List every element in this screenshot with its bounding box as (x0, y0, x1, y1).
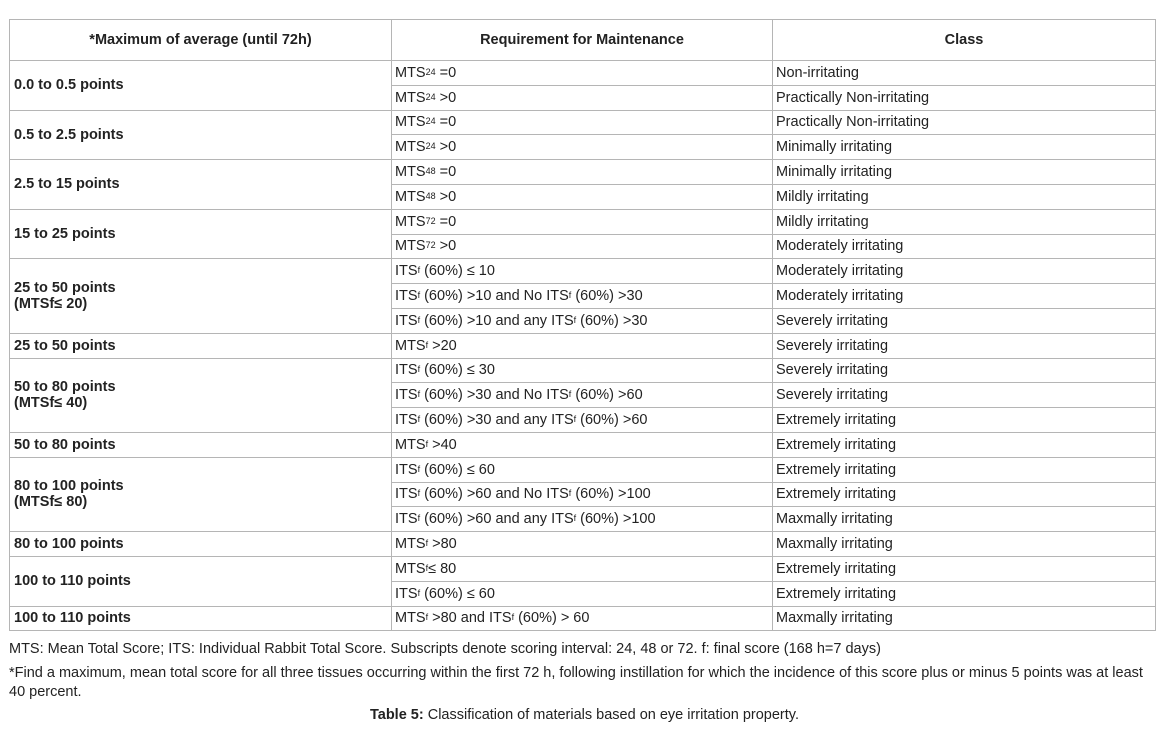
class-cell: Severely irritating (773, 333, 1156, 358)
range-cell (10, 532, 392, 557)
requirement-text: ITS (395, 312, 418, 329)
requirement-text: =0 (435, 114, 457, 131)
requirement-text: =0 (435, 213, 457, 230)
requirement-text: MTS (395, 610, 426, 627)
range-cell (10, 61, 392, 111)
table-row (10, 209, 1156, 234)
range-cell (10, 110, 392, 160)
requirement-text: MTS (395, 337, 426, 354)
class-cell: Non-irritating (773, 61, 1156, 86)
requirement-cell (392, 333, 773, 358)
abbreviations-note: MTS: Mean Total Score; ITS: Individual Rabbit Total Score. Subscripts denote scoring interval: 24, 48 or 72. f: final score (168 h=7 days) (9, 641, 881, 657)
class-cell: Extremely irritating (773, 457, 1156, 482)
requirement-text: ITS (395, 486, 418, 503)
range-label: 15 to 25 points (14, 226, 116, 243)
requirement-text: >0 (435, 89, 457, 106)
table-row (10, 259, 1156, 284)
requirement-text: MTS (395, 164, 426, 181)
class-cell: Extremely irritating (773, 482, 1156, 507)
requirement-superscript: f (568, 290, 572, 301)
requirement-superscript: 48 (425, 190, 436, 201)
requirement-text: >0 (435, 188, 457, 205)
requirement-text: ITS (395, 387, 418, 404)
requirement-text: (60%) >30 (576, 312, 648, 329)
requirement-cell (392, 581, 773, 606)
class-cell: Extremely irritating (773, 581, 1156, 606)
range-label: 25 to 50 points (14, 337, 116, 354)
requirement-text: =0 (435, 164, 457, 181)
requirement-superscript: f (417, 265, 421, 276)
range-label: 100 to 110 points (14, 573, 131, 590)
requirement-text: (60%) >10 and No ITS (420, 288, 569, 305)
requirement-cell (392, 110, 773, 135)
table-notes (9, 640, 1159, 707)
range-cell (10, 358, 392, 432)
requirement-superscript: f (417, 314, 421, 325)
requirement-text: (60%) >30 and any ITS (420, 412, 574, 429)
requirement-text: (60%) >60 and No ITS (420, 486, 569, 503)
requirement-text: ITS (395, 288, 418, 305)
range-label: 50 to 80 points (14, 436, 116, 453)
table-body (10, 61, 1156, 631)
requirement-superscript: f (417, 290, 421, 301)
class-cell: Moderately irritating (773, 234, 1156, 259)
range-label: 0.5 to 2.5 points (14, 126, 124, 143)
requirement-text: =0 (435, 64, 457, 81)
range-condition: (MTSf≤ 80) (14, 494, 88, 511)
range-cell (10, 432, 392, 457)
caption-text: Classification of materials based on eye irritation property. (423, 707, 799, 723)
requirement-cell (392, 308, 773, 333)
requirement-text: (60%) >60 (571, 387, 643, 404)
requirement-superscript: 24 (425, 66, 436, 77)
class-cell: Practically Non-irritating (773, 85, 1156, 110)
requirement-superscript: f (417, 364, 421, 375)
header-max-average: *Maximum of average (until 72h) (10, 20, 392, 61)
range-label: 25 to 50 points (14, 280, 116, 297)
requirement-cell (392, 482, 773, 507)
requirement-text: MTS (395, 238, 426, 255)
requirement-cell (392, 184, 773, 209)
requirement-text: MTS (395, 188, 426, 205)
class-cell: Severely irritating (773, 308, 1156, 333)
range-label: 50 to 80 points (14, 379, 116, 396)
requirement-text: (60%) >60 (576, 412, 648, 429)
class-cell: Minimally irritating (773, 160, 1156, 185)
class-cell: Moderately irritating (773, 284, 1156, 309)
requirement-text: >20 (428, 337, 457, 354)
requirement-cell (392, 457, 773, 482)
requirement-text: ITS (395, 461, 418, 478)
requirement-text: >80 and ITS (428, 610, 512, 627)
requirement-text: (60%) ≤ 60 (420, 585, 495, 602)
table-row (10, 457, 1156, 482)
range-condition: (MTSf≤ 40) (14, 395, 88, 412)
requirement-superscript: f (425, 339, 429, 350)
requirement-cell (392, 209, 773, 234)
range-cell (10, 333, 392, 358)
requirement-text: >0 (435, 238, 457, 255)
requirement-text: MTS (395, 64, 426, 81)
requirement-superscript: f (417, 587, 421, 598)
requirement-cell (392, 532, 773, 557)
requirement-text: (60%) >60 and any ITS (420, 511, 574, 528)
requirement-superscript: 24 (425, 141, 436, 152)
requirement-cell (392, 160, 773, 185)
requirement-text: MTS (395, 89, 426, 106)
requirement-text: MTS (395, 436, 426, 453)
requirement-superscript: f (417, 488, 421, 499)
requirement-text: (60%) >30 (571, 288, 643, 305)
requirement-superscript: 48 (425, 166, 436, 177)
table-row (10, 358, 1156, 383)
requirement-cell (392, 259, 773, 284)
table-row (10, 532, 1156, 557)
requirement-superscript: f (425, 538, 429, 549)
requirement-superscript: 24 (425, 91, 436, 102)
range-cell (10, 209, 392, 259)
requirement-text: >0 (435, 139, 457, 156)
class-cell: Mildly irritating (773, 184, 1156, 209)
range-label: 0.0 to 0.5 points (14, 77, 124, 94)
table-row (10, 556, 1156, 581)
requirement-text: >80 (428, 536, 457, 553)
requirement-text: ITS (395, 511, 418, 528)
requirement-cell (392, 432, 773, 457)
range-cell (10, 259, 392, 333)
requirement-superscript: f (573, 314, 577, 325)
header-requirement: Requirement for Maintenance (392, 20, 773, 61)
requirement-text: ≤ 80 (428, 560, 457, 577)
requirement-text: MTS (395, 139, 426, 156)
requirement-text: (60%) ≤ 30 (420, 362, 495, 379)
table-row (10, 333, 1156, 358)
range-cell (10, 457, 392, 531)
table-row (10, 61, 1156, 86)
class-cell: Extremely irritating (773, 556, 1156, 581)
requirement-superscript: f (417, 389, 421, 400)
requirement-superscript: 72 (425, 215, 436, 226)
requirement-text: (60%) >100 (571, 486, 651, 503)
requirement-text: (60%) >10 and any ITS (420, 312, 574, 329)
requirement-text: ITS (395, 412, 418, 429)
range-label: 80 to 100 points (14, 478, 124, 495)
class-cell: Maxmally irritating (773, 532, 1156, 557)
requirement-text: ITS (395, 585, 418, 602)
requirement-superscript: 24 (425, 116, 436, 127)
class-cell: Extremely irritating (773, 408, 1156, 433)
requirement-text: ITS (395, 263, 418, 280)
table-row (10, 432, 1156, 457)
requirement-text: MTS (395, 213, 426, 230)
range-cell (10, 606, 392, 631)
range-label: 100 to 110 points (14, 610, 131, 627)
table-row (10, 160, 1156, 185)
requirement-cell (392, 507, 773, 532)
requirement-text: ITS (395, 362, 418, 379)
requirement-text: (60%) > 60 (514, 610, 590, 627)
class-cell: Mildly irritating (773, 209, 1156, 234)
requirement-superscript: f (425, 612, 429, 623)
header-class: Class (773, 20, 1156, 61)
footnote: *Find a maximum, mean total score for all three tissues occurring within the first 72 h, following instillation for which the incidence of this score plus or minus 5 points was at least 40 percent. (9, 665, 1143, 700)
requirement-text: MTS (395, 114, 426, 131)
table-row (10, 110, 1156, 135)
requirement-superscript: f (417, 463, 421, 474)
requirement-cell (392, 358, 773, 383)
requirement-text: (60%) >30 and No ITS (420, 387, 569, 404)
requirement-text: MTS (395, 536, 426, 553)
requirement-superscript: f (417, 414, 421, 425)
requirement-superscript: f (425, 438, 429, 449)
requirement-text: >40 (428, 436, 457, 453)
requirement-cell (392, 85, 773, 110)
requirement-cell (392, 135, 773, 160)
requirement-text: (60%) ≤ 60 (420, 461, 495, 478)
class-cell: Maxmally irritating (773, 507, 1156, 532)
requirement-cell (392, 556, 773, 581)
range-cell (10, 160, 392, 210)
table-row (10, 606, 1156, 631)
requirement-superscript: f (573, 513, 577, 524)
requirement-superscript: f (573, 414, 577, 425)
irritation-classification-table (9, 19, 1156, 631)
table-caption (0, 707, 1169, 723)
requirement-cell (392, 606, 773, 631)
requirement-superscript: 72 (425, 240, 436, 251)
range-cell (10, 556, 392, 606)
requirement-superscript: f (511, 612, 515, 623)
range-label: 80 to 100 points (14, 536, 124, 553)
class-cell: Moderately irritating (773, 259, 1156, 284)
class-cell: Practically Non-irritating (773, 110, 1156, 135)
range-condition: (MTSf≤ 20) (14, 296, 88, 313)
requirement-text: MTS (395, 560, 426, 577)
requirement-cell (392, 383, 773, 408)
class-cell: Extremely irritating (773, 432, 1156, 457)
range-label: 2.5 to 15 points (14, 176, 120, 193)
class-cell: Minimally irritating (773, 135, 1156, 160)
requirement-superscript: f (568, 488, 572, 499)
requirement-text: (60%) ≤ 10 (420, 263, 495, 280)
requirement-text: (60%) >100 (576, 511, 656, 528)
requirement-cell (392, 61, 773, 86)
requirement-superscript: f (425, 562, 429, 573)
requirement-cell (392, 408, 773, 433)
requirement-superscript: f (568, 389, 572, 400)
class-cell: Maxmally irritating (773, 606, 1156, 631)
table-header-row (10, 20, 1156, 61)
requirement-cell (392, 284, 773, 309)
class-cell: Severely irritating (773, 358, 1156, 383)
requirement-cell (392, 234, 773, 259)
caption-label: Table 5: (369, 707, 424, 723)
class-cell: Severely irritating (773, 383, 1156, 408)
table-container (9, 19, 1155, 631)
requirement-superscript: f (417, 513, 421, 524)
